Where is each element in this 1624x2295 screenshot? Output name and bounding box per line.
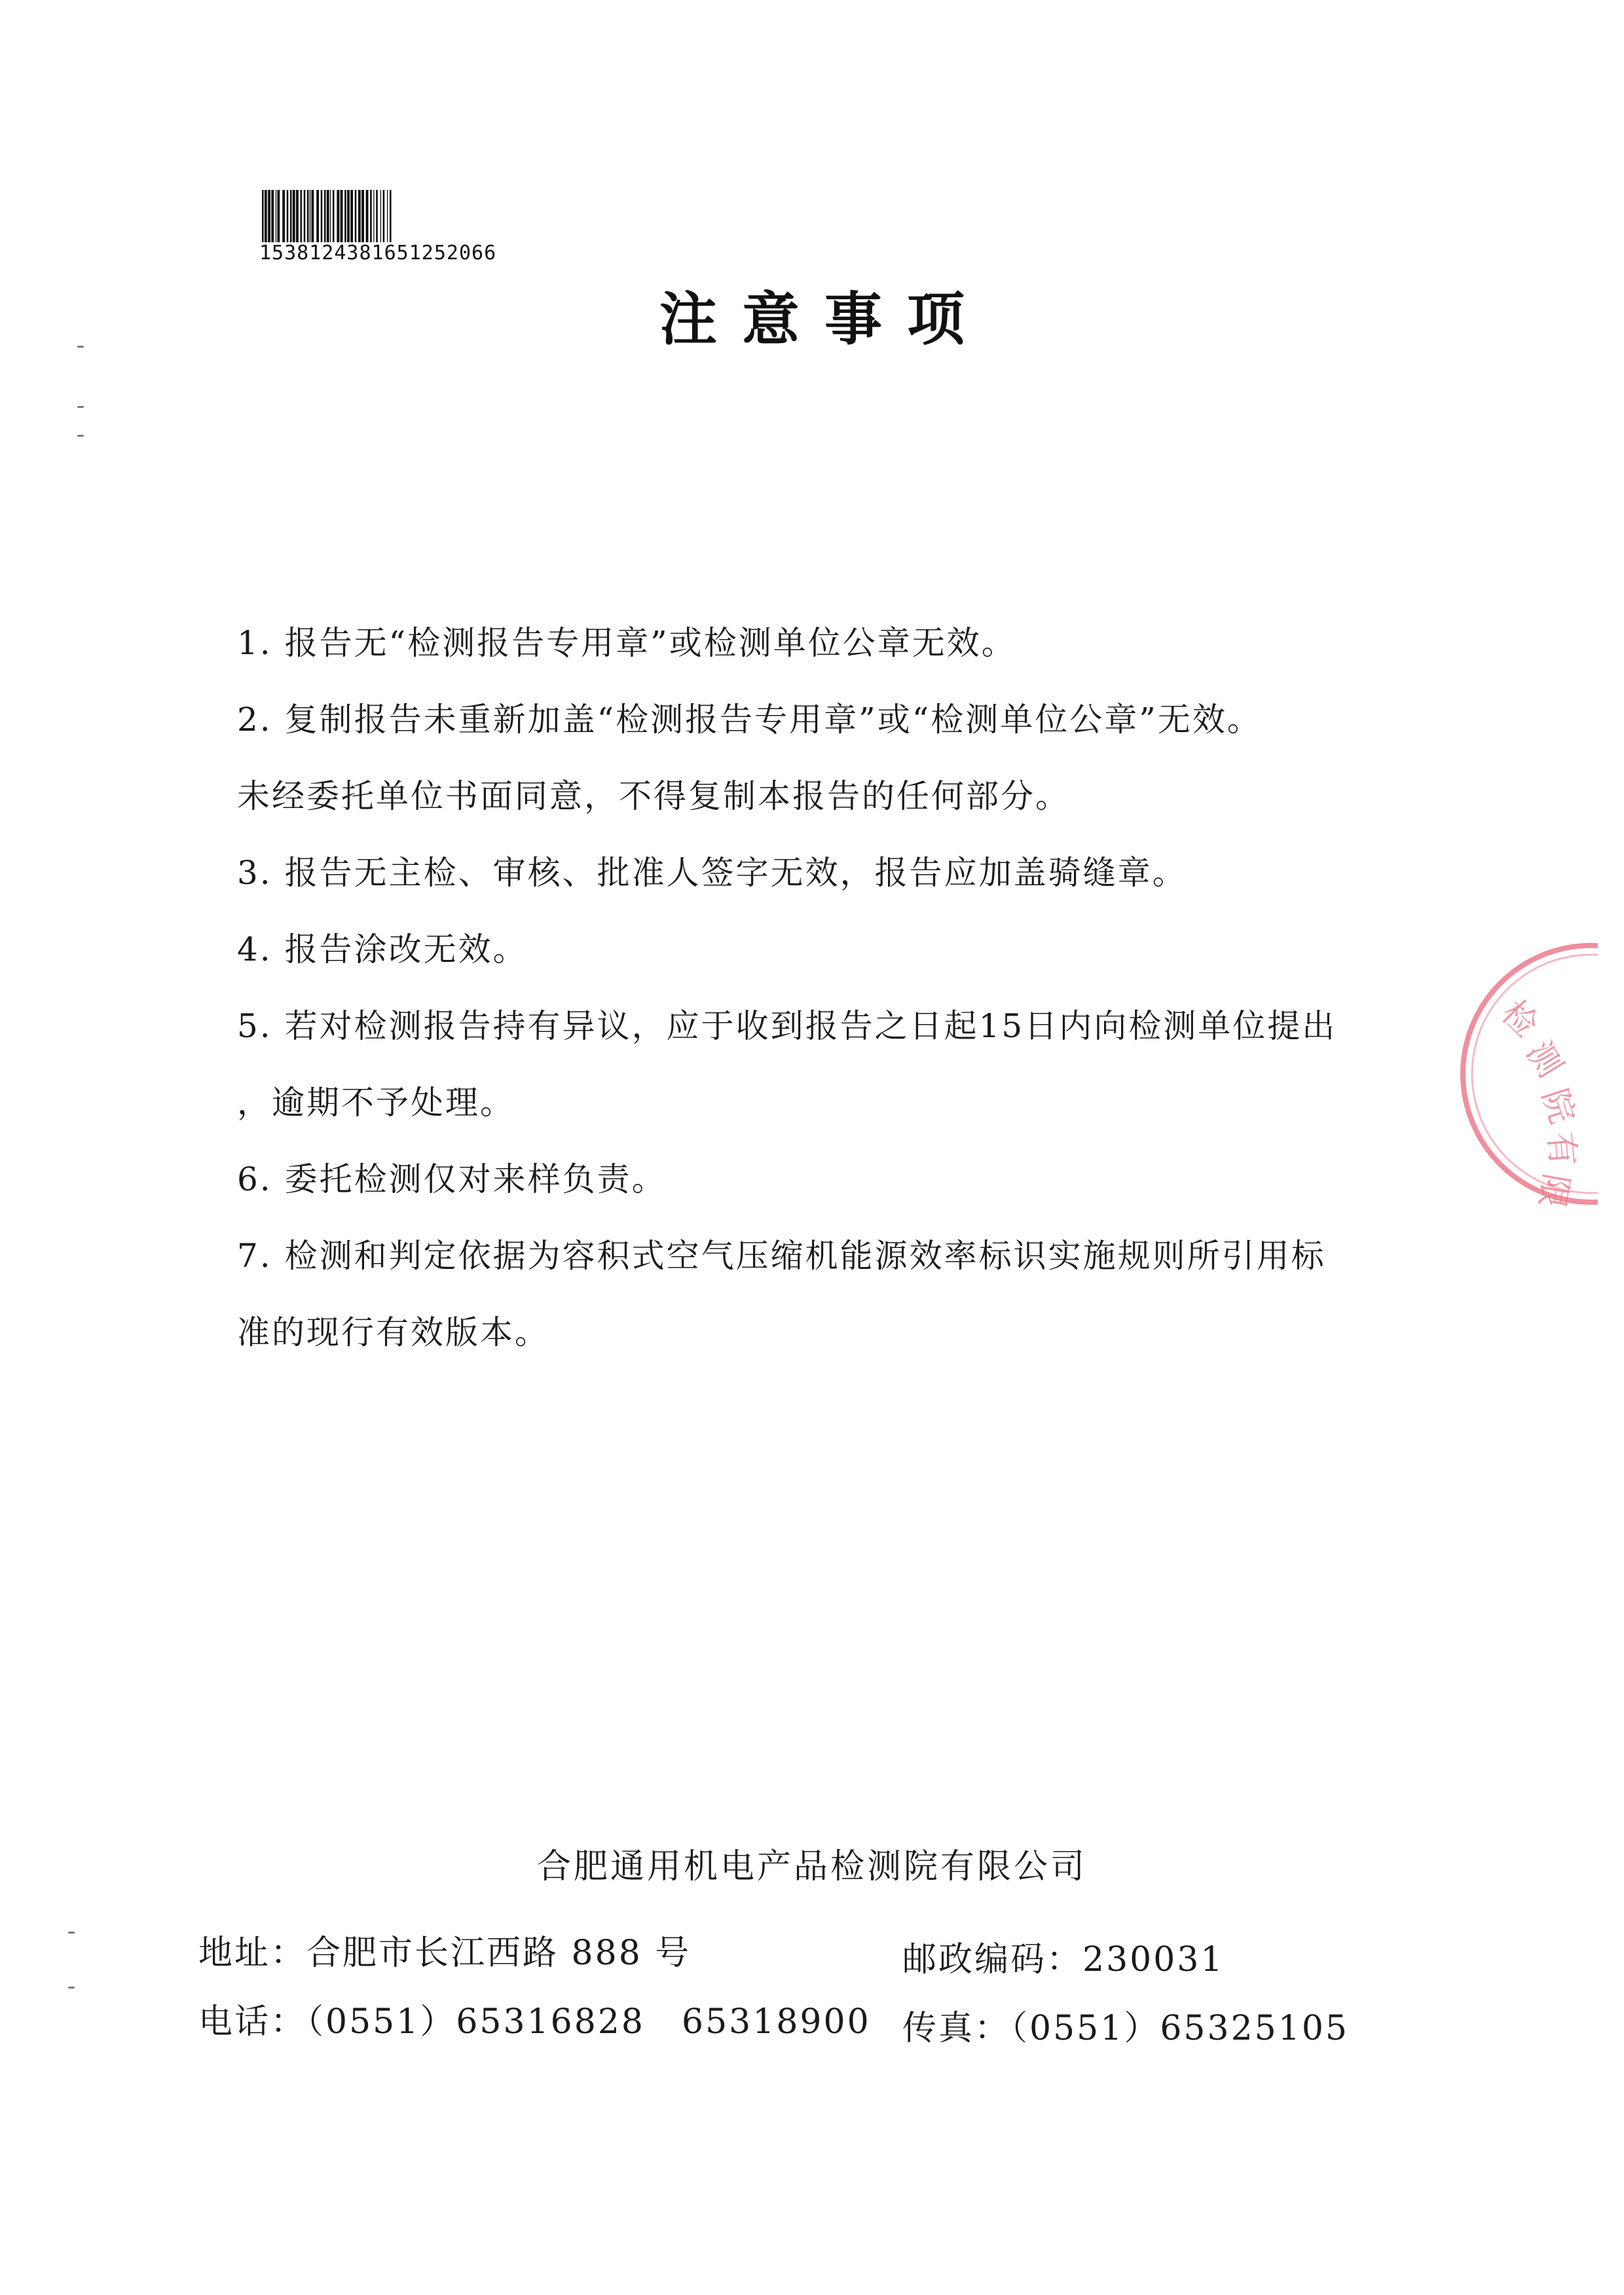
barcode-bar bbox=[307, 190, 309, 242]
notice-item-6: 6. 委托检测仅对来样负责。 bbox=[237, 1160, 667, 1198]
barcode-bar bbox=[390, 190, 392, 242]
barcode-bars bbox=[259, 190, 509, 242]
barcode-bar bbox=[327, 190, 329, 242]
notice-item-3: 3. 报告无主检、审核、批准人签字无效，报告应加盖骑缝章。 bbox=[237, 854, 1187, 892]
company-seal bbox=[1454, 936, 1598, 1211]
phone-primary: 电话：（0551）65316828 bbox=[198, 2002, 646, 2042]
barcode-bar bbox=[262, 190, 264, 242]
seal-graphic bbox=[1454, 936, 1598, 1211]
phone-secondary: 65318900 bbox=[682, 2002, 871, 2042]
notice-list bbox=[237, 605, 1390, 1371]
barcode-bar bbox=[366, 190, 369, 242]
barcode-bar bbox=[341, 190, 343, 242]
fax-number: 传真：（0551）65325105 bbox=[902, 2009, 1350, 2048]
barcode-bar bbox=[301, 190, 303, 242]
barcode-bar bbox=[271, 190, 274, 242]
barcode-bar bbox=[361, 190, 364, 242]
notice-item-5-continued: ，逾期不予处理。 bbox=[237, 1084, 515, 1122]
barcode-bar bbox=[344, 190, 346, 242]
barcode-bar bbox=[287, 190, 289, 242]
barcode-bar bbox=[347, 190, 350, 242]
barcode-bar bbox=[376, 190, 378, 242]
barcode-bar bbox=[290, 190, 292, 242]
barcode-bar bbox=[324, 190, 326, 242]
svg-text:限: 限 bbox=[1531, 1170, 1576, 1211]
barcode-bar bbox=[358, 190, 361, 242]
barcode-bar bbox=[311, 190, 314, 242]
notice-item-1: 1. 报告无“检测报告专用章”或检测单位公章无效。 bbox=[237, 624, 1016, 662]
barcode-bar bbox=[383, 190, 385, 242]
svg-text:有: 有 bbox=[1540, 1129, 1583, 1167]
scan-speck bbox=[77, 435, 84, 437]
company-name: 合肥通用机电产品检测院有限公司 bbox=[536, 1847, 1087, 1886]
barcode-bar bbox=[370, 190, 372, 242]
notice-item-2-continued: 未经委托单位书面同意，不得复制本报告的任何部分。 bbox=[237, 777, 1070, 815]
barcode-bar bbox=[265, 190, 267, 242]
barcode-bar bbox=[293, 190, 295, 242]
barcode-bar bbox=[321, 190, 323, 242]
page-title: 注意事项 bbox=[659, 285, 989, 353]
barcode-bar bbox=[330, 190, 331, 242]
barcode-bar bbox=[355, 190, 357, 242]
notice-item-5: 5. 若对检测报告持有异议，应于收到报告之日起15日内向检测单位提出 bbox=[237, 1007, 1337, 1045]
scan-speck bbox=[68, 1932, 75, 1934]
barcode-bar bbox=[333, 190, 335, 242]
barcode-bar bbox=[268, 190, 270, 242]
svg-text:检: 检 bbox=[1493, 993, 1546, 1045]
barcode-bar bbox=[387, 190, 388, 242]
notice-item-2: 2. 复制报告未重新加盖“检测报告专用章”或“检测单位公章”无效。 bbox=[237, 701, 1262, 739]
barcode-number: 1538124381651252066 bbox=[259, 242, 497, 265]
barcode-bar bbox=[316, 190, 319, 242]
barcode-bar bbox=[350, 190, 353, 242]
company-address: 地址：合肥市长江西路 888 号 bbox=[198, 1934, 692, 1973]
barcode-bar bbox=[373, 190, 374, 242]
barcode-bar bbox=[380, 190, 381, 242]
scan-speck bbox=[68, 1987, 75, 1989]
notice-item-7-continued: 准的现行有效版本。 bbox=[237, 1313, 549, 1351]
barcode-bar bbox=[337, 190, 339, 242]
barcode-bar bbox=[282, 190, 285, 242]
phone-numbers bbox=[198, 1994, 871, 2043]
barcode-bar bbox=[296, 190, 299, 242]
postal-code: 邮政编码：230031 bbox=[902, 1940, 1225, 1979]
notice-item-7: 7. 检测和判定依据为容积式空气压缩机能源效率标识实施规则所引用标 bbox=[237, 1237, 1326, 1275]
scan-speck bbox=[77, 346, 84, 348]
notice-item-4: 4. 报告涂改无效。 bbox=[237, 930, 528, 968]
svg-text:测: 测 bbox=[1518, 1035, 1570, 1085]
barcode bbox=[259, 190, 509, 265]
barcode-bar bbox=[277, 190, 280, 242]
svg-text:院: 院 bbox=[1534, 1084, 1582, 1129]
scan-speck bbox=[77, 406, 84, 408]
barcode-bar bbox=[304, 190, 306, 242]
